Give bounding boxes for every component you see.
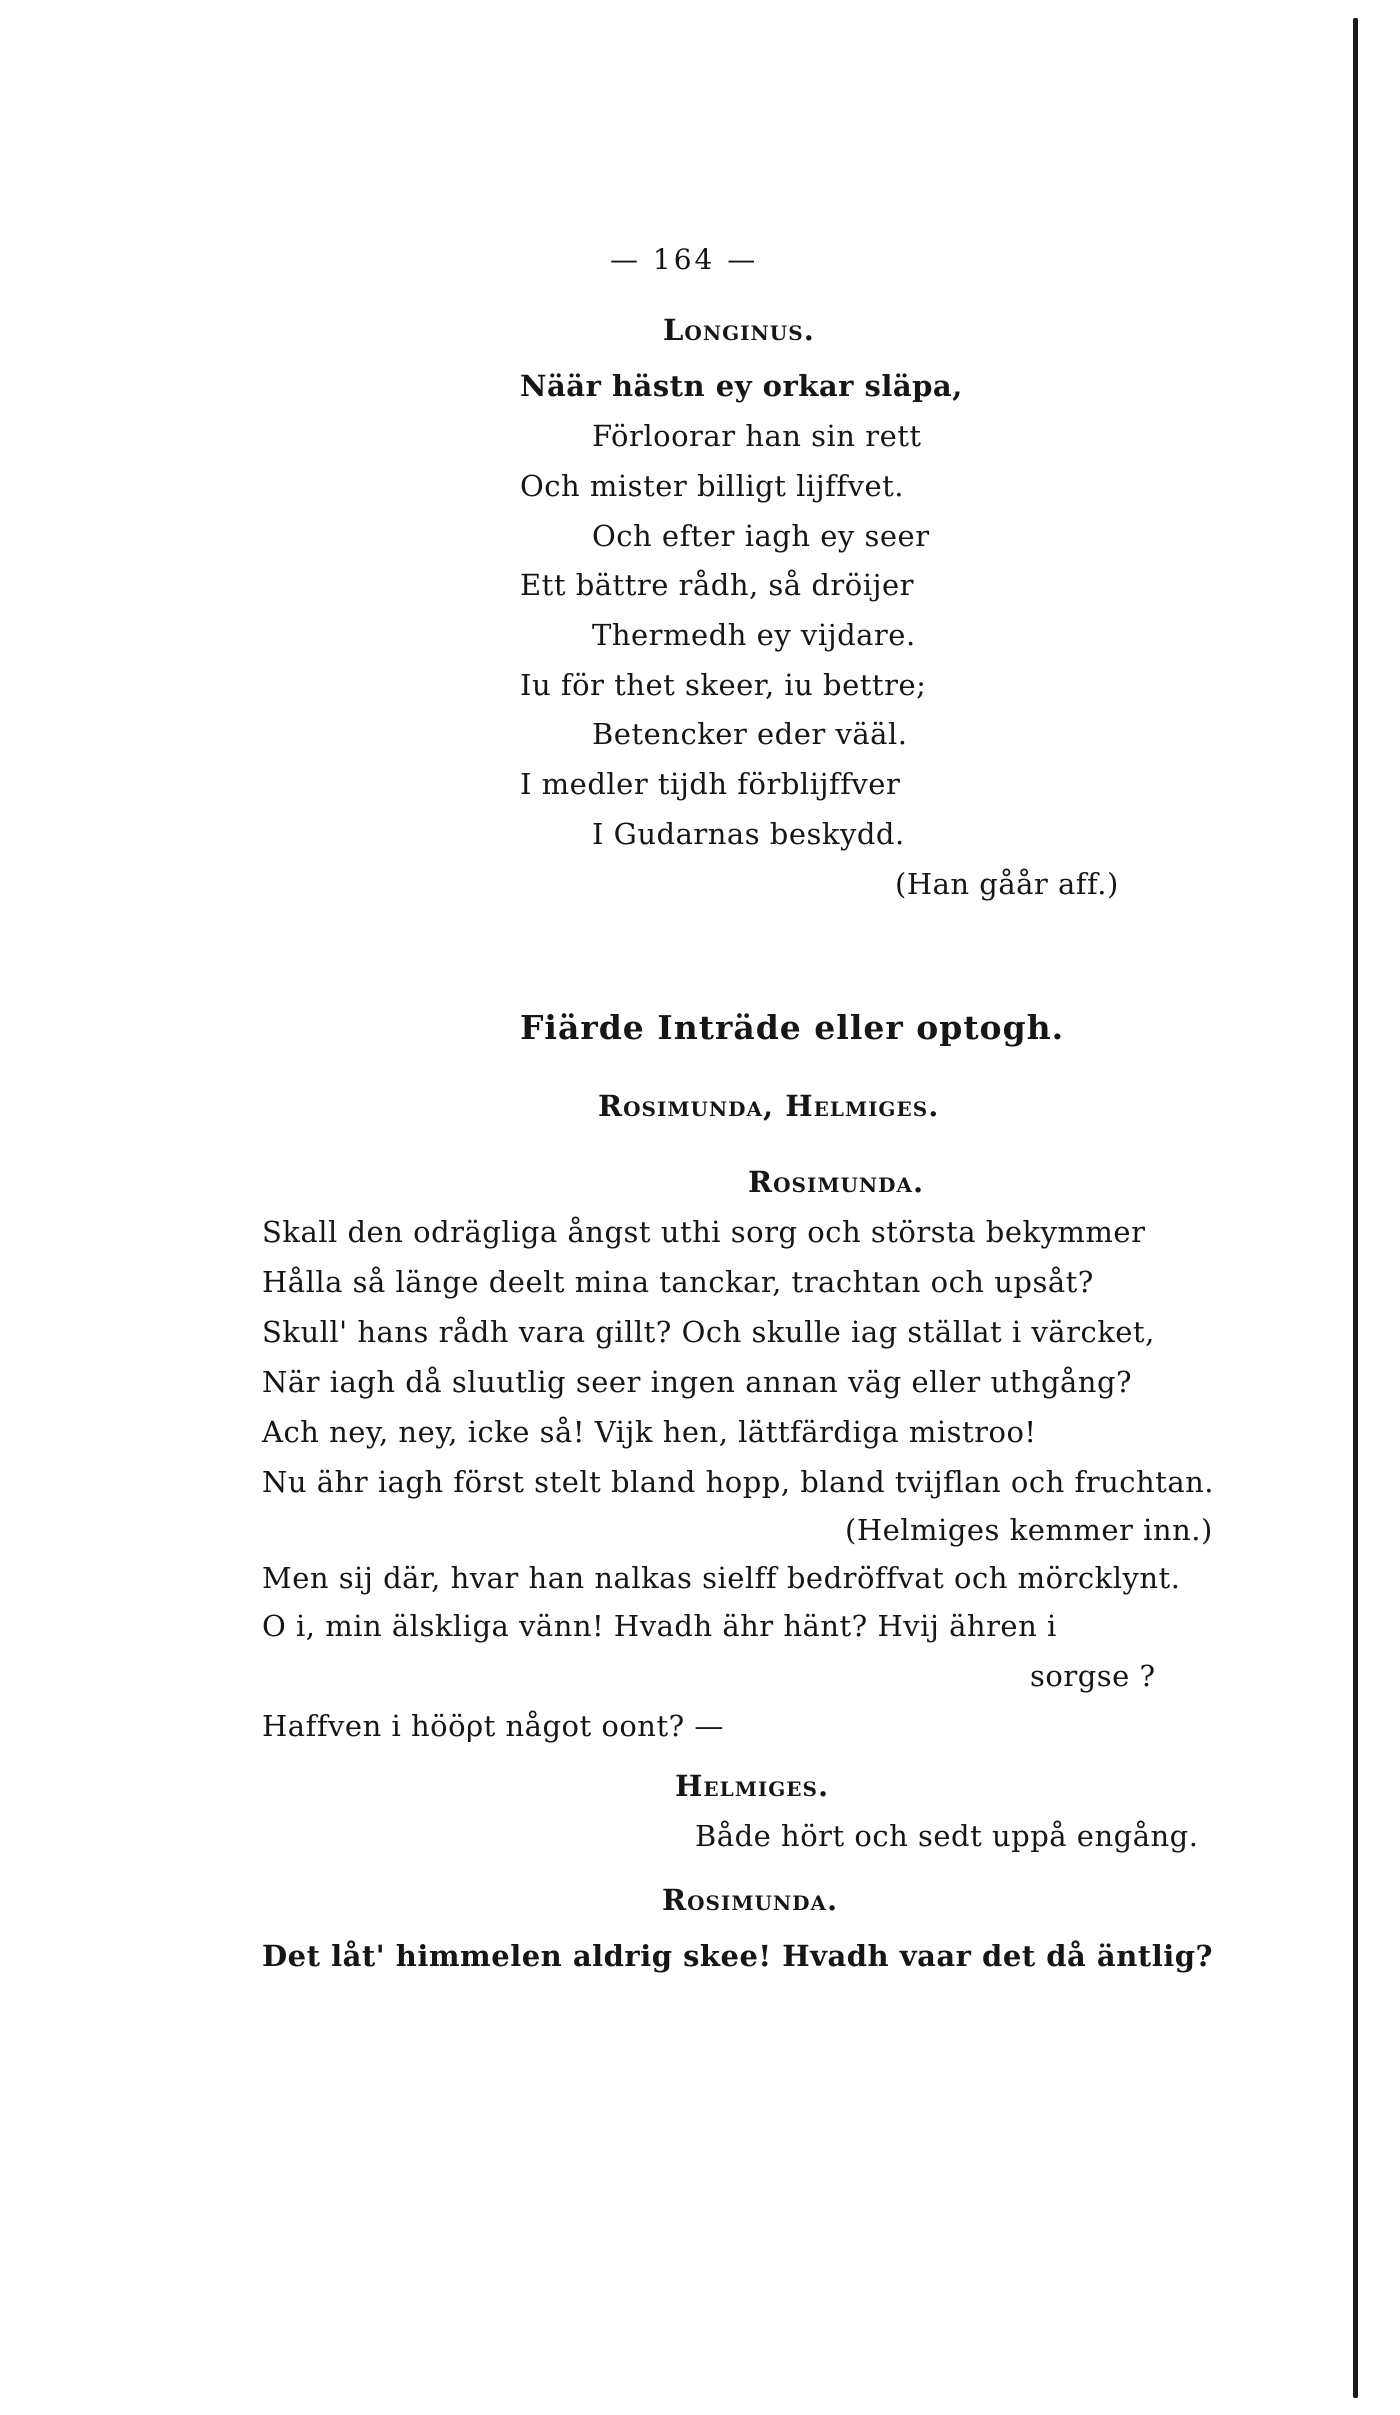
speaker-rosimunda: Rosimunda. — [662, 1883, 839, 1917]
verse-line: Och efter iagh ey seer — [592, 519, 930, 553]
stage-direction: (Helmiges kemmer inn.) — [845, 1513, 1213, 1547]
dialogue-line: När iagh då sluutlig seer ingen annan väg eller uthgång? — [262, 1365, 1133, 1399]
dialogue-line: Skall den odrägliga ångst uthi sorg och största bekymmer — [262, 1215, 1146, 1249]
speaker-longinus: Longinus. — [663, 313, 815, 347]
dialogue-line: Hålla så länge deelt mina tanckar, trachtan och upsåt? — [262, 1265, 1094, 1299]
dialogue-line: Både hört och sedt uppå engång. — [695, 1819, 1199, 1853]
act-heading: Fiärde Inträde eller optogh. — [520, 1008, 1065, 1047]
verse-line: Thermedh ey vijdare. — [592, 618, 916, 652]
verse-line: Iu för thet skeer, iu bettre; — [520, 668, 927, 702]
verse-line: I medler tijdh förblijffver — [520, 767, 901, 801]
verse-line: Ett bättre rådh, så dröijer — [520, 568, 914, 602]
dialogue-line: Nu ähr iagh först stelt bland hopp, bland tvijflan och fruchtan. — [262, 1465, 1214, 1499]
dialogue-line: Skull' hans rådh vara gillt? Och skulle iag ställat i värcket, — [262, 1315, 1155, 1349]
verse-line: Betencker eder vääl. — [592, 717, 908, 751]
verse-line: Förloorar han sin rett — [592, 419, 922, 453]
dialogue-line: Haffven i hööρt något oont? — — [262, 1709, 724, 1743]
dialogue-line: Men sij där, hvar han nalkas sielff bedröffvat och mörcklynt. — [262, 1561, 1181, 1595]
dialogue-line-continuation: sorgse ? — [1030, 1659, 1156, 1693]
dialogue-line: Ach ney, ney, icke så! Vijk hen, lättfärdiga mistroo! — [262, 1415, 1037, 1449]
dialogue-line: O i, min älskliga vänn! Hvadh ähr hänt? Hvij ähren i — [262, 1609, 1057, 1643]
dialogue-line: Det låt' himmelen aldrig skee! Hvadh vaar det då äntlig? — [262, 1939, 1214, 1973]
character-list: Rosimunda, Helmiges. — [598, 1089, 940, 1123]
page-number: — 164 — — [610, 243, 759, 276]
speaker-rosimunda: Rosimunda. — [748, 1165, 925, 1199]
speaker-helmiges: Helmiges. — [675, 1769, 830, 1803]
verse-line: Och mister billigt lijffvet. — [520, 469, 904, 503]
verse-line: I Gudarnas beskydd. — [592, 817, 905, 851]
verse-line: Näär hästn ey orkar släpa, — [520, 369, 963, 403]
page-edge-line — [1353, 18, 1358, 2398]
stage-direction: (Han gåår aff.) — [895, 867, 1119, 901]
